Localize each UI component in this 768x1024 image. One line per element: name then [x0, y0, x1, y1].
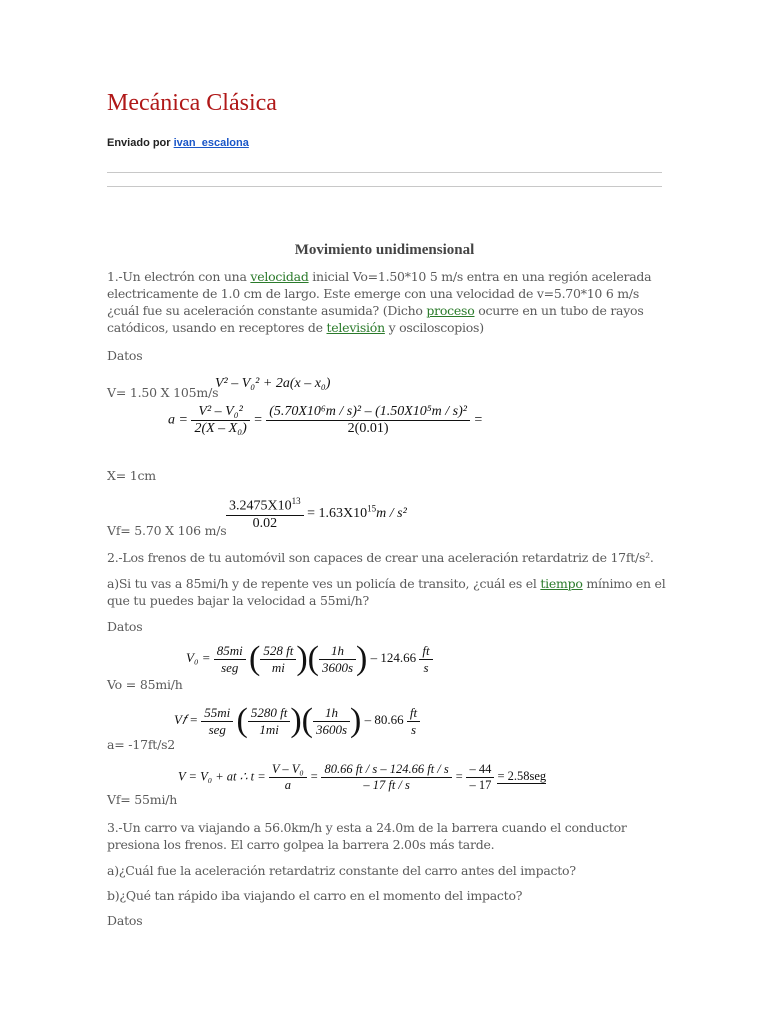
byline-prefix: Enviado por [107, 137, 171, 149]
equation-velocity-squared: V² – V₀² + 2a(x – x₀) [215, 376, 331, 391]
equation-time: V = V₀ + at ∴ t = $\frac{\text{V – V₀}}{a}$ = $\frac{80.66 ft / s - 124.66 ft / s}{- 17 ft / s}$ = $\frac{- 44}{- 17}$ = 2.58seg [178, 762, 547, 792]
datos-label-1: Datos [107, 348, 143, 363]
problem-2-intro: 2.-Los frenos de tu automóvil son capaces de crear una aceleración retardatriz de 17ft/s². [107, 550, 654, 565]
equation-acceleration: a = $\frac{\text{V² – V₀²}}{\text{2(X – X₀)}}$ = $\frac{\text{(5.70X10⁶m / s)² – (1.50X10⁵m / s)²}}{2(0.01)}$ = [168, 404, 483, 436]
given-v0: V= 1.50 X 105m/s [107, 385, 219, 400]
link-tiempo[interactable]: tiempo [540, 576, 583, 591]
equation-result-1: $\frac{3.2475X10^{13}}{0.02}$ = $1.63X10^{15}m / s^2$ [226, 496, 407, 532]
equation-vo-conversion: V₀ = $\frac{85mi}{\text{seg}}$ ( $\frac{528 ft}{mi}$ )( $\frac{1h}{3600s}$ ) – 124.66 $\frac{ft}{s}$ [186, 642, 433, 676]
document-title: Mecánica Clásica [107, 90, 277, 116]
link-television[interactable]: televisión [326, 320, 385, 335]
link-proceso[interactable]: proceso [426, 303, 475, 318]
section-heading: Movimiento unidimensional [294, 242, 475, 258]
problem-2-question-a: a)Si tu vas a 85mi/h y de repente ves un policía de transito, ¿cuál es el tiempo mínimo en el que tu puedes bajar la velocidad a 55mi/h? [107, 576, 666, 608]
author-link[interactable]: ivan_escalona [173, 137, 249, 149]
problem-1-text: 1.-Un electrón con una velocidad inicial Vo=1.50*10 5 m/s entra en una región acelerada electricamente de 1.0 cm de largo. Este emerge con una velocidad de v=5.70*10 6 m/s ¿cuál fue su aceleración constante asumida? (Dicho proceso ocurre en un tubo de rayos catódicos, usando en receptores de televisión y osciloscopios) [107, 269, 652, 335]
divider-top [107, 172, 662, 173]
problem-3-question-b: b)¿Qué tan rápido iba viajando el carro en el momento del impacto? [107, 888, 523, 903]
given-a: a= -17ft/s2 [107, 737, 176, 752]
byline [107, 137, 249, 149]
given-x: X= 1cm [107, 468, 156, 483]
equation-vf-conversion: V𝑓 = $\frac{55mi}{\text{seg}}$ ( $\frac{5280 ft}{1mi}$ )( $\frac{1h}{3600s}$ ) – 80.66 $\frac{ft}{s}$ [174, 704, 420, 738]
link-velocidad[interactable]: velocidad [250, 269, 309, 284]
given-vf-2: Vf= 55mi/h [107, 792, 178, 807]
datos-label-2: Datos [107, 619, 143, 634]
datos-label-3: Datos [107, 913, 143, 928]
given-vf: Vf= 5.70 X 106 m/s [107, 523, 227, 538]
problem-3-intro: 3.-Un carro va viajando a 56.0km/h y esta a 24.0m de la barrera cuando el conductor presiona los frenos. El carro golpea la barrera 2.00s más tarde. [107, 820, 627, 852]
given-vo: Vo = 85mi/h [107, 677, 183, 692]
problem-3-question-a: a)¿Cuál fue la aceleración retardatriz constante del carro antes del impacto? [107, 863, 576, 878]
divider-bottom [107, 186, 662, 187]
